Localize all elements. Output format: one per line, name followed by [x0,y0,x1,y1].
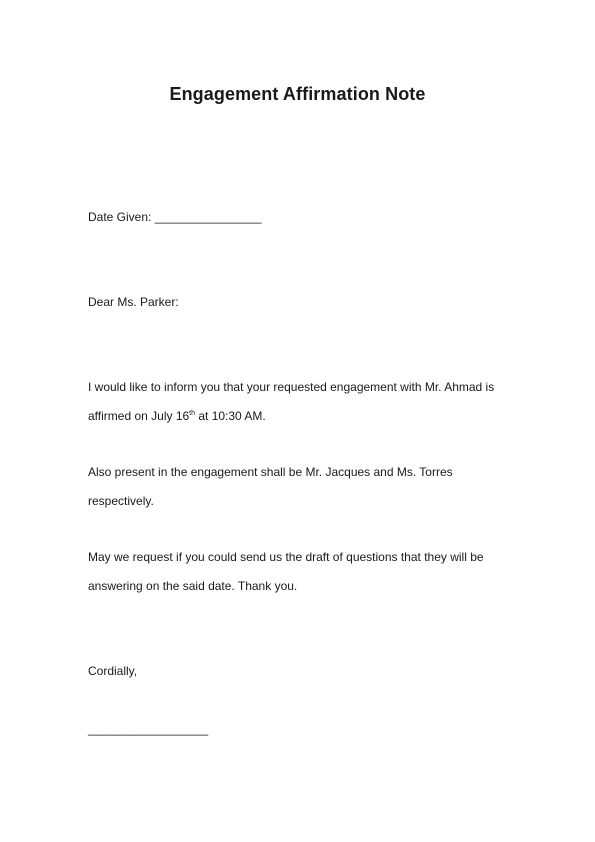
signature-line: __________________ [88,722,209,736]
document-title: Engagement Affirmation Note [169,84,426,104]
paragraph-2-line-2: respectively. [88,494,154,508]
closing: Cordially, [88,664,138,678]
paragraph-1-line-2 [88,409,266,423]
paragraph-1-date-text: affirmed on July 16 [88,409,190,423]
date-given-line [88,210,262,224]
salutation: Dear Ms. Parker: [88,295,179,309]
date-given-blank: ________________ [154,210,262,224]
paragraph-3-line-2: answering on the said date. Thank you. [88,579,298,593]
paragraph-1-line-1: I would like to inform you that your requested engagement with Mr. Ahmad is [88,380,495,394]
paragraph-3-line-1: May we request if you could send us the draft of questions that they will be [88,550,484,564]
paragraph-2-line-1: Also present in the engagement shall be Mr. Jacques and Ms. Torres [88,465,453,479]
paragraph-1-time-text: at 10:30 AM. [195,409,266,423]
date-given-label: Date Given: [88,210,152,224]
ordinal-suffix: th [189,410,196,417]
